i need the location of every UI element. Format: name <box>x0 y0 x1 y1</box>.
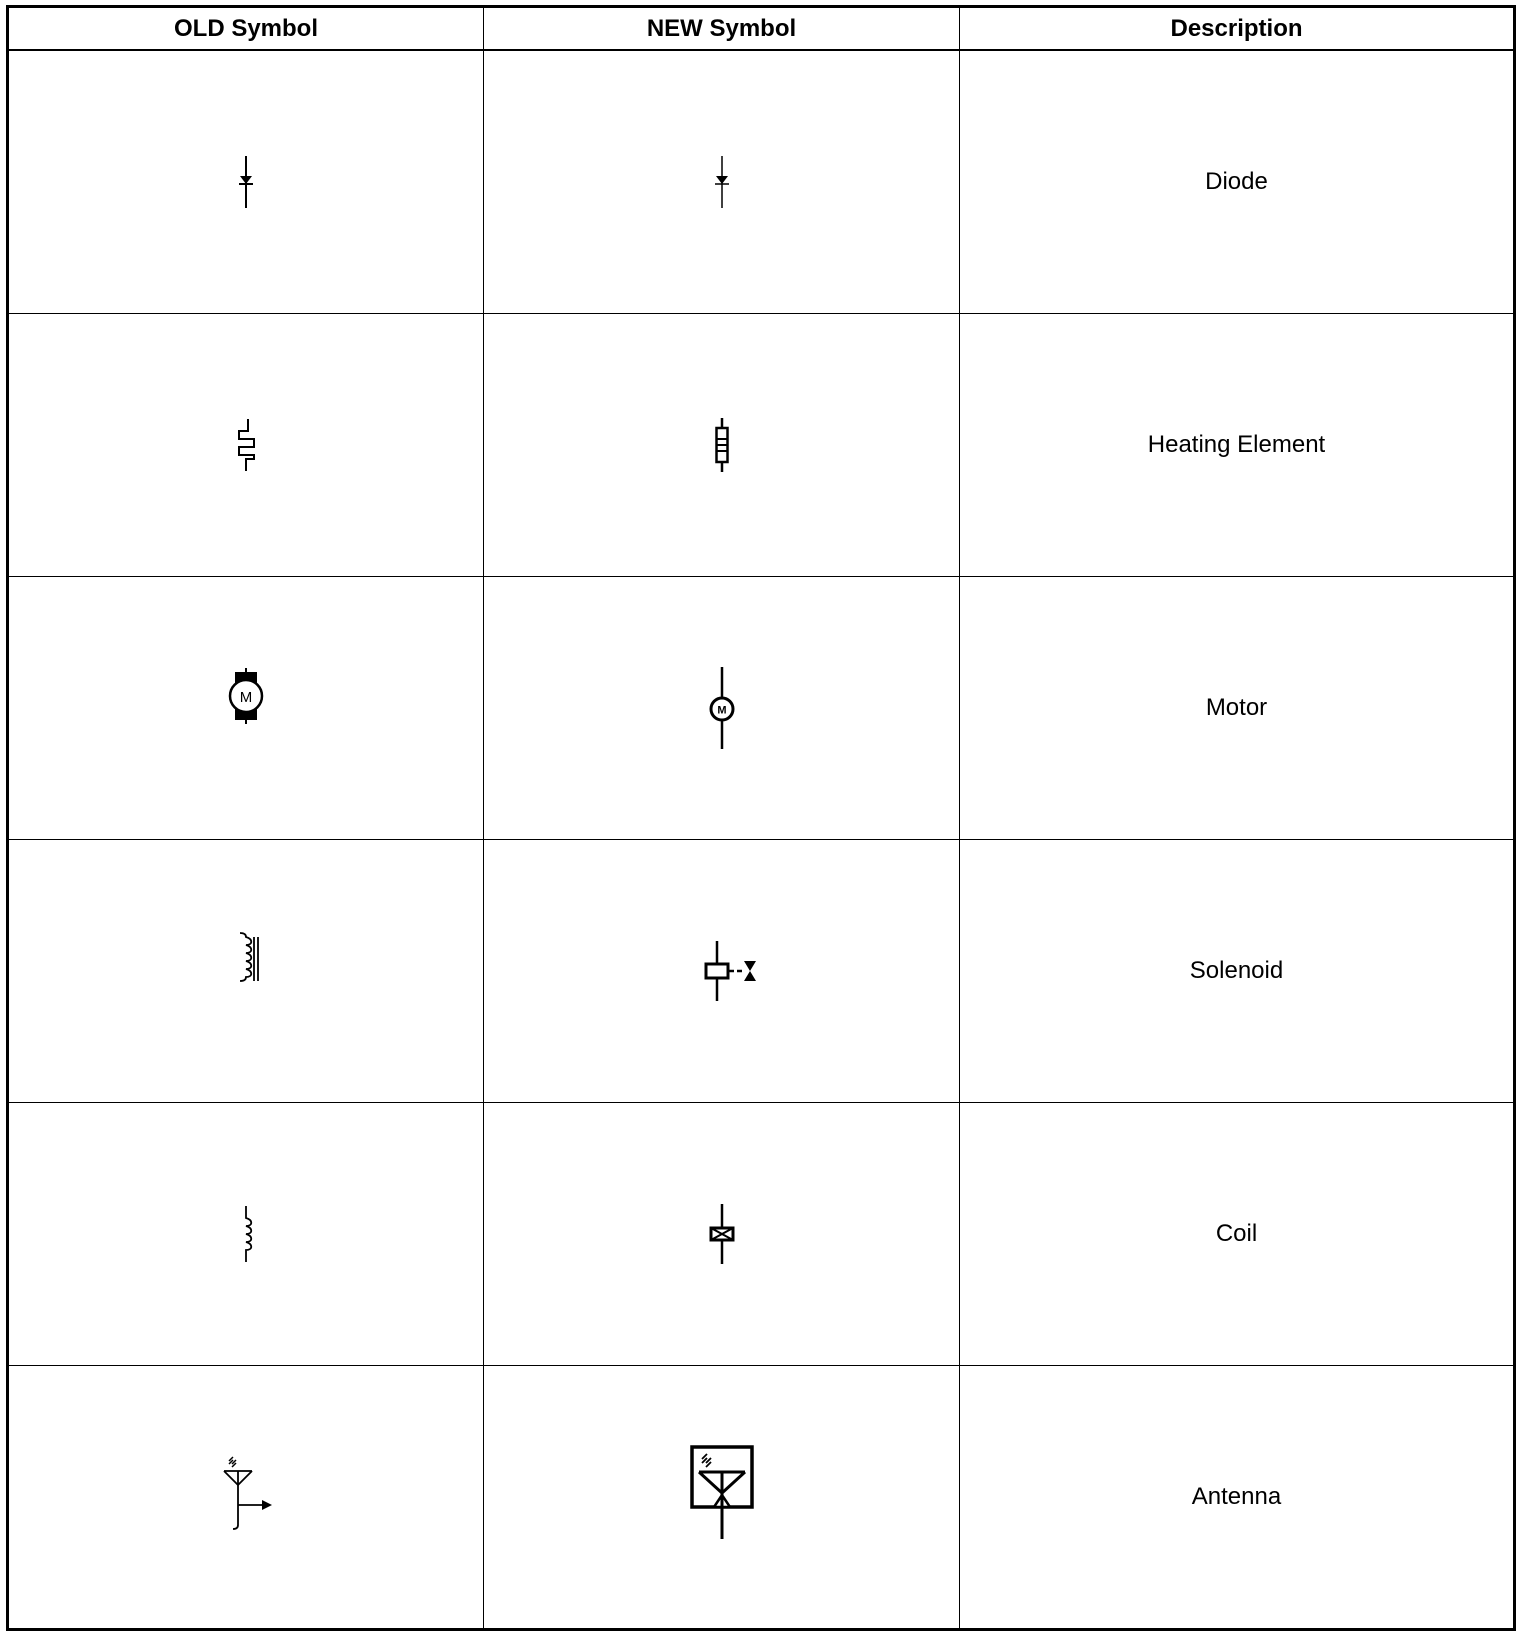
antenna-old-symbol-icon <box>218 1453 298 1533</box>
header-row <box>8 7 1515 51</box>
old-symbol-cell <box>8 1366 484 1630</box>
motor-new-symbol-icon <box>702 665 742 751</box>
description-text: Solenoid <box>1189 957 1284 984</box>
table-row <box>8 577 1515 840</box>
header-old-symbol: OLD Symbol <box>8 7 484 51</box>
old-symbol-cell <box>8 50 484 314</box>
description-cell <box>960 1103 1515 1366</box>
description-text: Antenna <box>1191 1483 1282 1510</box>
description-cell <box>960 1366 1515 1630</box>
description-cell <box>960 50 1515 314</box>
symbol-comparison-table <box>6 5 1516 1631</box>
new-symbol-cell <box>484 577 960 840</box>
svg-text:M: M <box>716 704 727 717</box>
description-cell <box>960 840 1515 1103</box>
new-symbol-cell <box>484 50 960 314</box>
description-cell <box>960 314 1515 577</box>
motor-old-symbol-icon <box>221 666 271 726</box>
old-symbol-cell <box>8 1103 484 1366</box>
header-new-symbol: NEW Symbol <box>484 7 960 51</box>
heating-element-new-symbol-icon <box>702 415 742 475</box>
coil-new-symbol-icon <box>702 1202 742 1266</box>
old-symbol-cell <box>8 577 484 840</box>
coil-old-symbol-icon <box>226 1204 266 1264</box>
table-row <box>8 1366 1515 1630</box>
old-symbol-cell <box>8 314 484 577</box>
table-row <box>8 1103 1515 1366</box>
svg-text:M: M <box>239 689 253 706</box>
description-text: Heating Element <box>1147 431 1326 458</box>
new-symbol-cell <box>484 840 960 1103</box>
new-symbol-cell <box>484 1103 960 1366</box>
new-symbol-cell <box>484 314 960 577</box>
heating-element-old-symbol-icon <box>226 415 266 475</box>
header-description: Description <box>960 7 1515 51</box>
diode-new-symbol-icon <box>702 152 742 212</box>
description-cell <box>960 577 1515 840</box>
antenna-new-symbol-icon <box>687 1445 757 1541</box>
description-text: Coil <box>1215 1220 1258 1247</box>
description-text: Motor <box>1205 694 1268 721</box>
old-symbol-cell <box>8 840 484 1103</box>
solenoid-new-symbol-icon <box>688 939 778 1003</box>
description-text: Diode <box>1205 168 1268 195</box>
table-row <box>8 50 1515 314</box>
table-row <box>8 314 1515 577</box>
solenoid-old-symbol-icon <box>226 929 266 989</box>
table-row <box>8 840 1515 1103</box>
new-symbol-cell <box>484 1366 960 1630</box>
diode-old-symbol-icon <box>226 152 266 212</box>
